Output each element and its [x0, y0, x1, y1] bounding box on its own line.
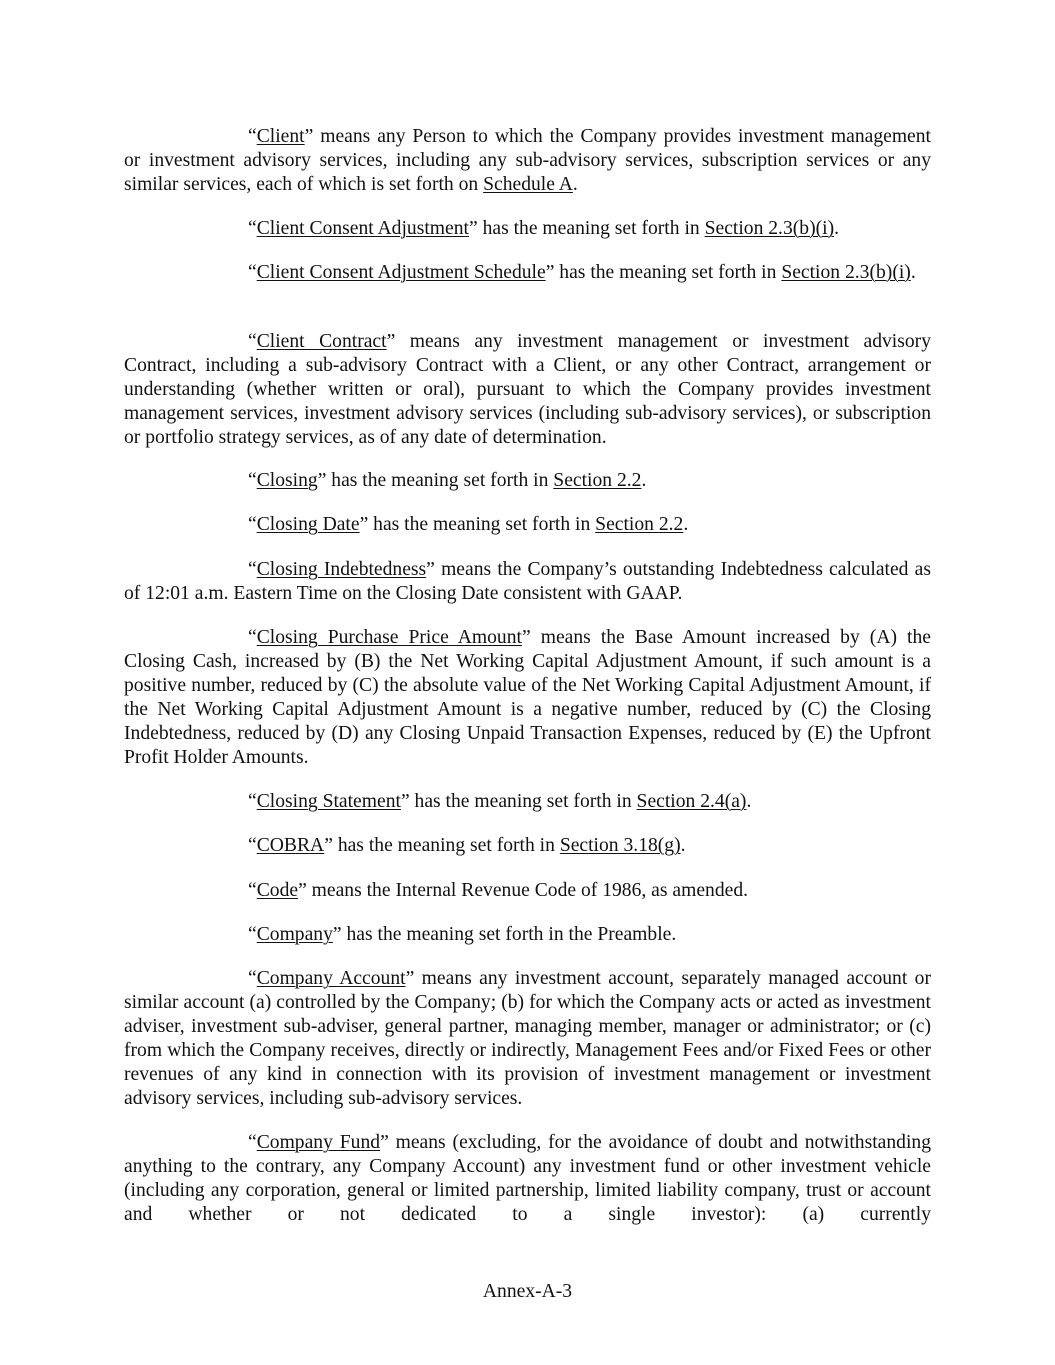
defined-term: Client Consent Adjustment Schedule [256, 262, 546, 283]
definition-company: “Company” has the meaning set forth in the Preamble. [248, 924, 677, 945]
definition-client-contract: “Client Contract” means any investment management or investment advisory Contract, including a sub-advisory Contract with a Client, or any other Contract, arrangement or understanding (whether written or oral), pursuant to which the Company provides investment management services, investment advisory services (including sub-advisory services), or subscription or portfolio strategy services, as of any date of determination. [124, 331, 931, 448]
defined-term: Closing Statement [256, 791, 401, 812]
definition-client-consent-adjustment-schedule: “Client Consent Adjustment Schedule” has the meaning set forth in Section 2.3(b)(i). [248, 262, 916, 283]
defined-term: Client Contract [256, 331, 387, 352]
definition-client-consent-adjustment: “Client Consent Adjustment” has the meaning set forth in Section 2.3(b)(i). [248, 218, 840, 239]
defined-term: COBRA [256, 835, 325, 856]
cross-reference: Section 2.2 [595, 514, 684, 535]
cross-reference: Section 2.2 [553, 470, 642, 491]
page-footer: Annex-A-3 [482, 1281, 573, 1302]
definition-company-fund: “Company Fund” means (excluding, for the avoidance of doubt and notwithstanding anything to the contrary, any Company Account) any investment fund or other investment vehicle (including any corporation, general or limited partnership, limited liability company, trust or account and whether or not dedicated to a single investor): (a) currently [124, 1132, 931, 1225]
cross-reference: Section 2.4(a) [636, 791, 747, 812]
definition-cobra: “COBRA” has the meaning set forth in Section 3.18(g). [248, 835, 686, 856]
defined-term: Closing Purchase Price Amount [256, 627, 522, 648]
definition-closing: “Closing” has the meaning set forth in Section 2.2. [248, 470, 647, 491]
definition-client: “Client” means any Person to which the Company provides investment management or investment advisory services, including any sub-advisory services, subscription services or any similar services, each of which is set forth on Schedule A. [124, 126, 931, 195]
definition-code: “Code” means the Internal Revenue Code of 1986, as amended. [248, 880, 749, 901]
defined-term: Closing Date [256, 514, 360, 535]
cross-reference: Section 3.18(g) [559, 835, 681, 856]
definition-closing-statement: “Closing Statement” has the meaning set forth in Section 2.4(a). [248, 791, 752, 812]
definition-closing-date: “Closing Date” has the meaning set forth in Section 2.2. [248, 514, 689, 535]
definition-company-account: “Company Account” means any investment account, separately managed account or similar account (a) controlled by the Company; (b) for which the Company acts or acted as investment adviser, investment sub-adviser, general partner, managing member, manager or administrator; or (c) from which the Company receives, directly or indirectly, Management Fees and/or Fixed Fees or other revenues of any kind in connection with its provision of investment management or investment advisory services, including sub-advisory services. [124, 968, 931, 1109]
defined-term: Company Account [256, 968, 406, 989]
defined-term: Client [256, 126, 305, 147]
defined-term: Company Fund [256, 1132, 381, 1153]
definition-closing-indebtedness: “Closing Indebtedness” means the Company’s outstanding Indebtedness calculated as of 12:01 a.m. Eastern Time on the Closing Date consistent with GAAP. [124, 559, 931, 604]
defined-term: Closing [256, 470, 318, 491]
defined-term: Client Consent Adjustment [256, 218, 469, 239]
defined-term: Closing Indebtedness [256, 559, 427, 580]
defined-term: Company [256, 924, 333, 945]
defined-term: Code [256, 880, 299, 901]
definition-closing-purchase-price-amount: “Closing Purchase Price Amount” means the Base Amount increased by (A) the Closing Cash, increased by (B) the Net Working Capital Adjustment Amount, if such amount is a positive number, reduced by (C) the absolute value of the Net Working Capital Adjustment Amount, if the Net Working Capital Adjustment Amount is a negative number, reduced by (C) the Closing Indebtedness, reduced by (D) any Closing Unpaid Transaction Expenses, reduced by (E) the Upfront Profit Holder Amounts. [124, 627, 931, 768]
cross-reference: Section 2.3(b)(i) [781, 262, 911, 283]
cross-reference: Schedule A [483, 174, 573, 195]
cross-reference: Section 2.3(b)(i) [704, 218, 835, 239]
